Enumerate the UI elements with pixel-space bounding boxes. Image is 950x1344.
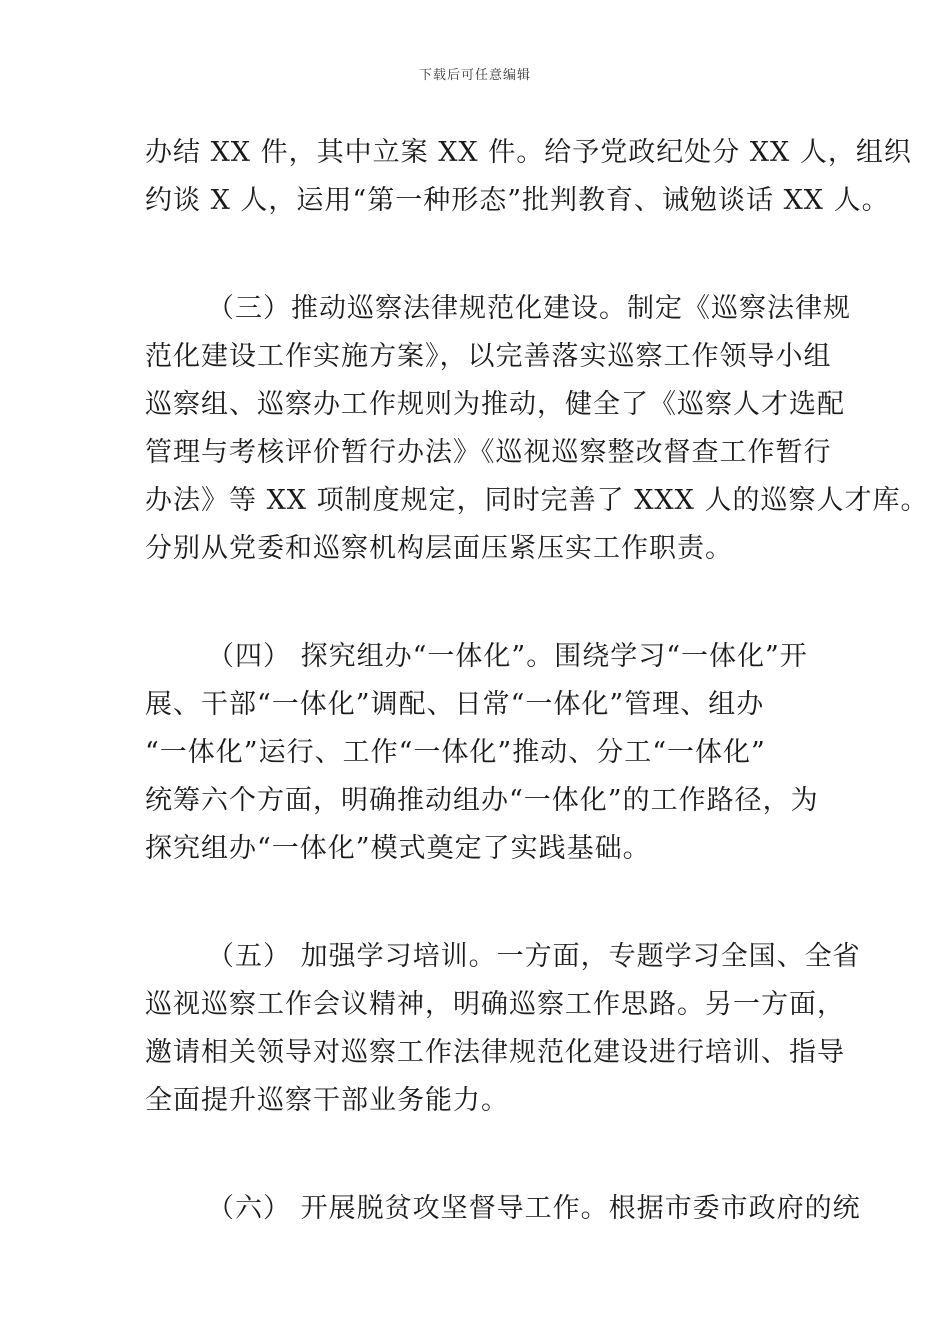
text-line: 展、干部“一体化”调配、日常“一体化”管理、组办 [145,689,765,720]
paragraph-section-6 [145,1185,861,1233]
text-line: 巡察组、巡察办工作规则为推动，健全了《巡察人才选配 [145,389,845,420]
text-line: （三）推动巡察法律规范化建设。制定《巡察法律规 [207,293,851,324]
text-line: 巡视巡察工作会议精神，明确巡察工作思路。另一方面， [145,989,845,1020]
text-line: （五） 加强学习培训。一方面，专题学习全国、全省 [207,941,861,972]
text-line: 统筹六个方面，明确推动组办“一体化”的工作路径，为 [145,785,819,816]
paragraph-section-5 [145,933,861,1125]
paragraph-case-summary [145,129,912,225]
text-line: （四） 探究组办“一体化”。围绕学习“一体化”开 [207,641,808,672]
text-line: “一体化”运行、工作“一体化”推动、分工“一体化” [145,737,766,768]
text-line: 全面提升巡察干部业务能力。 [145,1085,509,1116]
text-line: 管理与考核评价暂行办法》《巡视巡察整改督查工作暂行 [145,437,832,468]
document-body [145,129,929,1233]
paragraph-section-4 [145,633,819,873]
text-line: 邀请相关领导对巡察工作法律规范化建设进行培训、指导 [145,1037,845,1068]
text-line: 分别从党委和巡察机构层面压紧压实工作职责。 [145,533,733,564]
text-line: 办结 XX 件，其中立案 XX 件。给予党政纪处分 XX 人，组织 [145,137,912,168]
page-header-note: 下载后可任意编辑 [418,68,531,83]
text-line: 办法》等 XX 项制度规定，同时完善了 XXX 人的巡察人才库。 [145,485,929,516]
text-line: 约谈 X 人，运用“第一种形态”批判教育、诫勉谈话 XX 人。 [145,185,890,216]
paragraph-section-3 [145,285,929,573]
text-line: 范化建设工作实施方案》，以完善落实巡察工作领导小组 [145,341,832,372]
text-line: 探究组办“一体化”模式奠定了实践基础。 [145,833,651,864]
text-line: （六） 开展脱贫攻坚督导工作。根据市委市政府的统 [207,1193,861,1224]
